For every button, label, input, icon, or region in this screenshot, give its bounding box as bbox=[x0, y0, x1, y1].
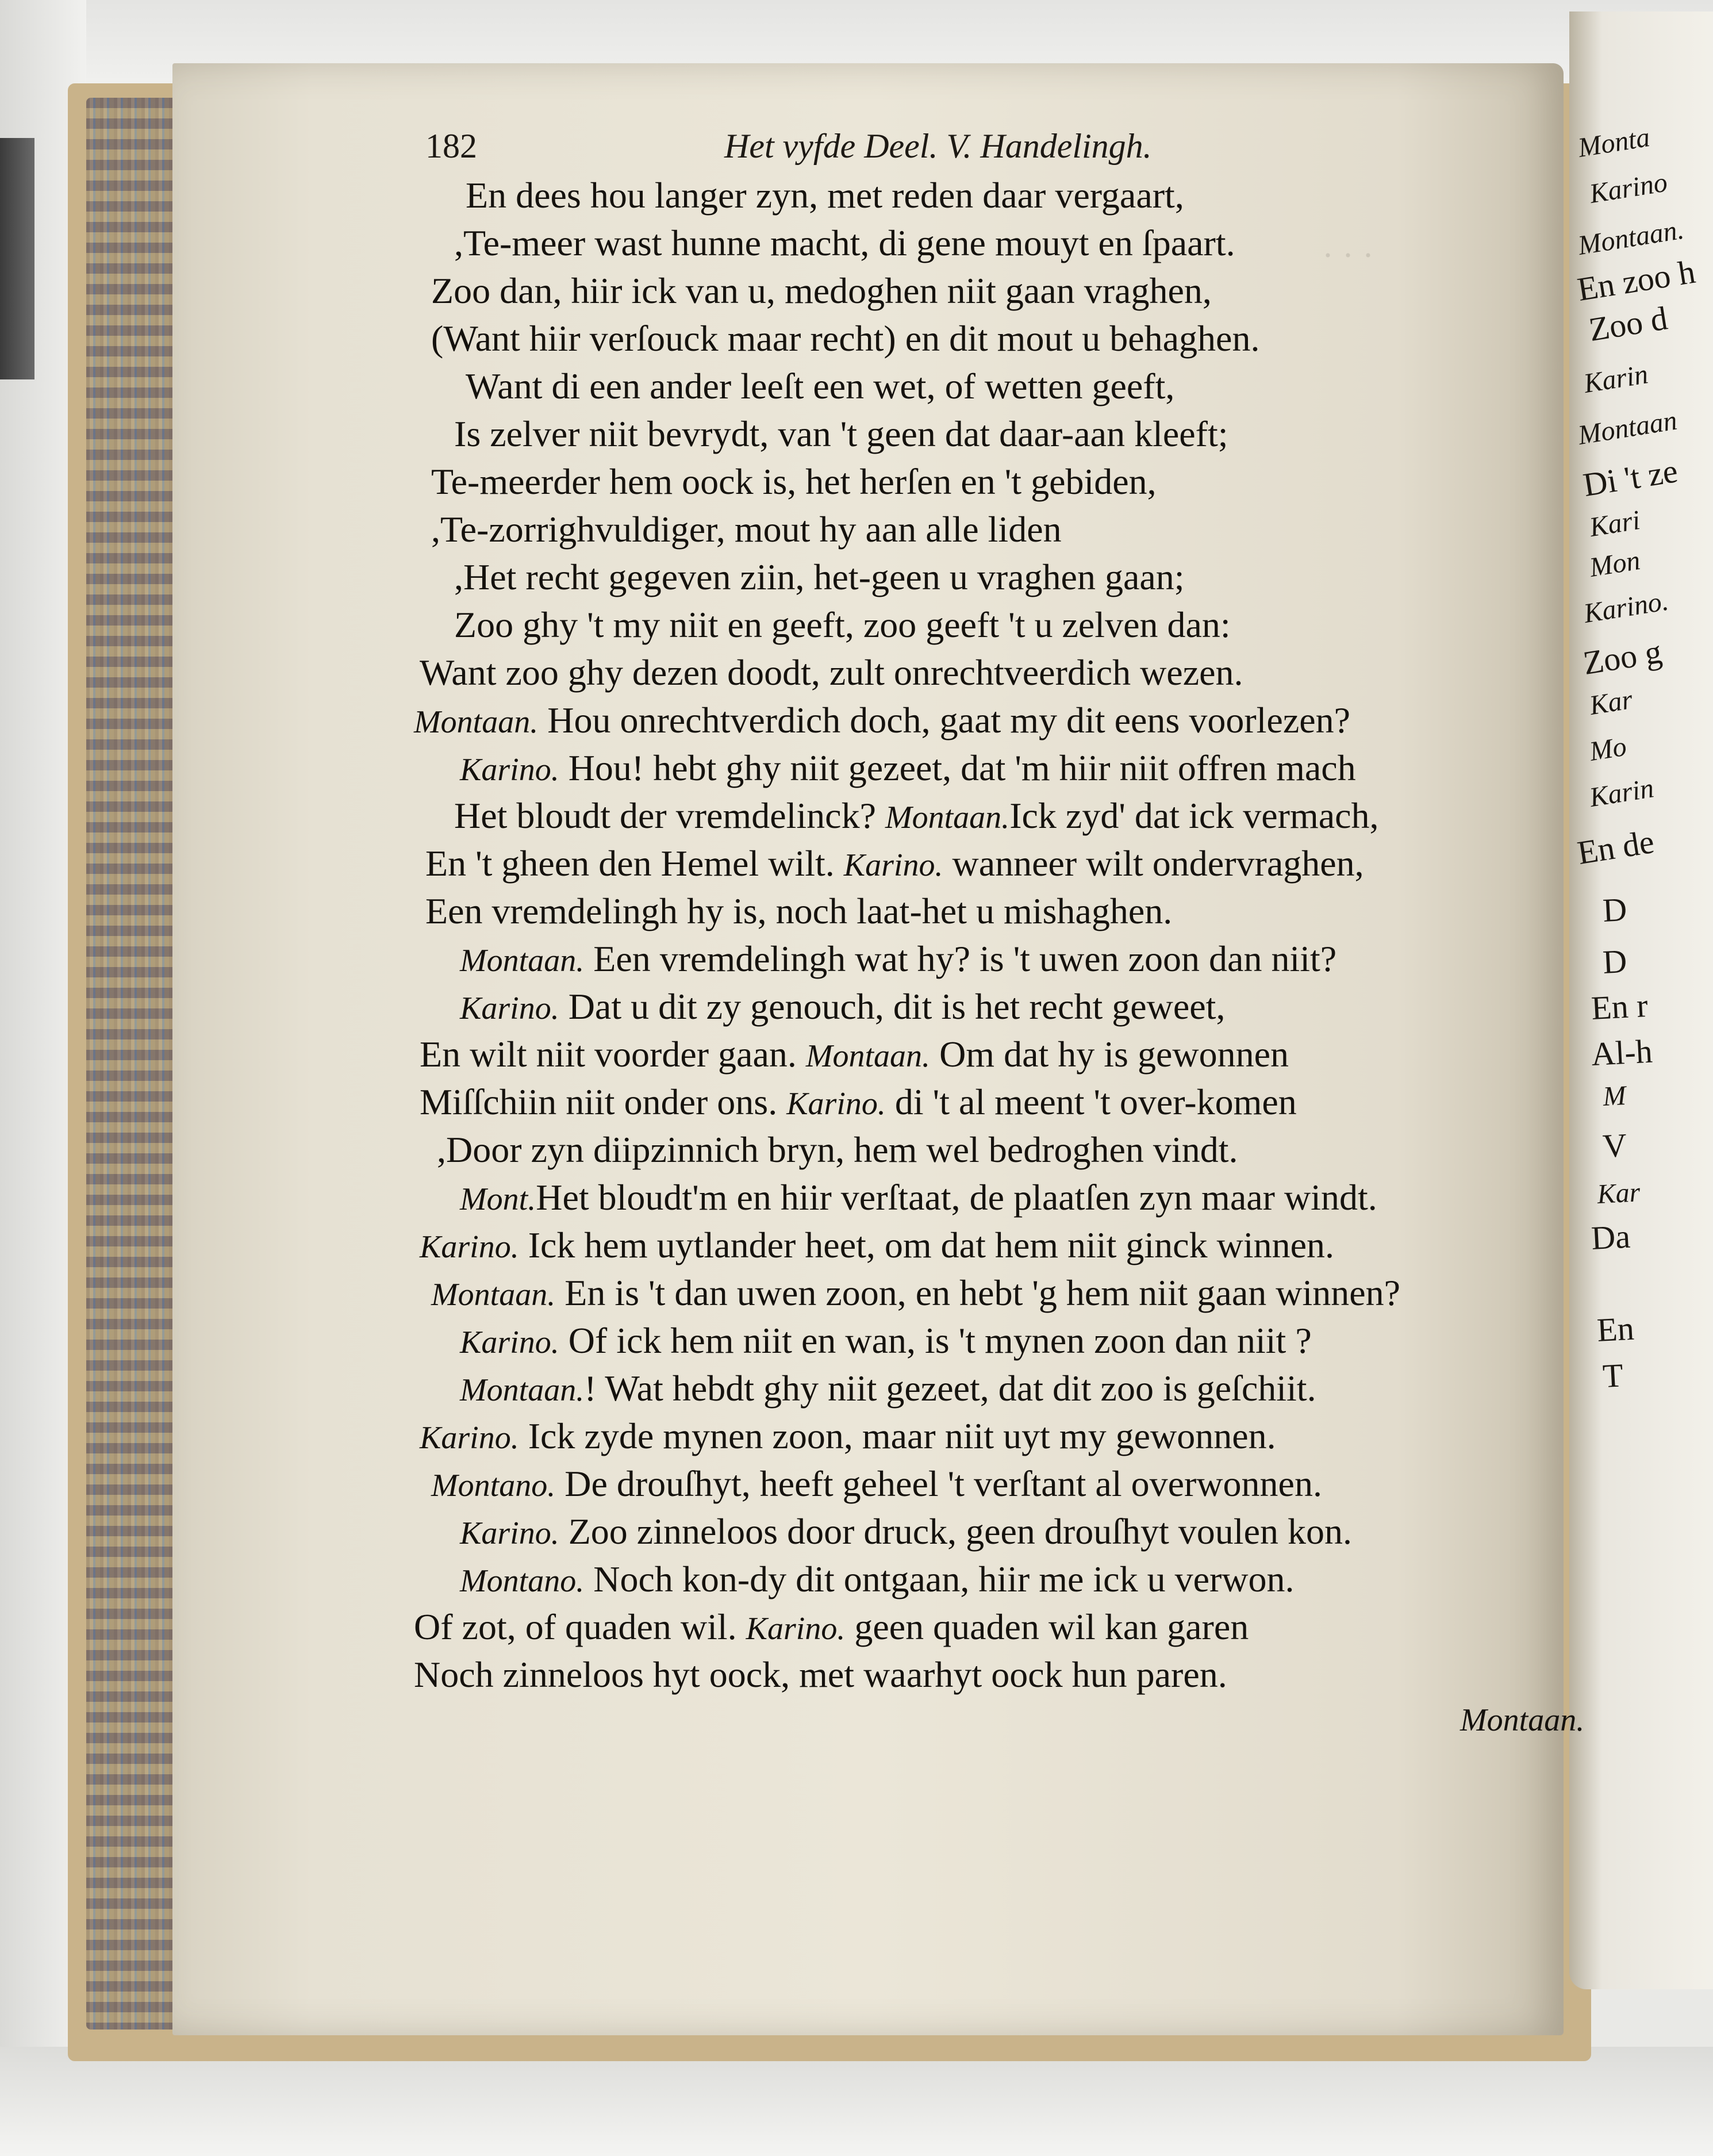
line-text: Want zoo ghy dezen doodt, zult onrechtveerdich wezen. bbox=[420, 652, 1243, 693]
line-text: ,Door zyn diipzinnich bryn, hem wel bedroghen vindt. bbox=[437, 1129, 1238, 1170]
facing-page-fragment: Mon bbox=[1587, 544, 1642, 584]
verse-line bbox=[454, 411, 1228, 457]
line-text: Ick zyde mynen zoon, maar niit uyt my gewonnen. bbox=[518, 1415, 1276, 1456]
speaker-name: Montaan. bbox=[460, 943, 585, 979]
facing-page bbox=[1569, 11, 1713, 1989]
speaker-name: Montaan. bbox=[431, 1277, 556, 1313]
verse-line bbox=[431, 268, 1212, 314]
line-text: Het bloudt'm en hiir verſtaat, de plaatſen zyn maar windt. bbox=[536, 1177, 1377, 1218]
facing-page-fragment: En de bbox=[1574, 822, 1657, 872]
facing-page-fragment: Zoo d bbox=[1586, 299, 1670, 349]
speaker-name: Karino. bbox=[460, 752, 559, 788]
line-text: (Want hiir verſouck maar recht) en dit mout u behaghen. bbox=[431, 318, 1260, 359]
speaker-name: Montaan. bbox=[460, 1372, 585, 1408]
verse-line bbox=[425, 841, 1364, 888]
verse-line bbox=[437, 1127, 1238, 1173]
verse-line bbox=[460, 1175, 1377, 1222]
line-text: Zoo ghy 't my niit en geeft, zoo geeft 't u zelven dan: bbox=[454, 604, 1231, 645]
verse-line bbox=[420, 650, 1243, 696]
facing-page-fragment: V bbox=[1601, 1126, 1628, 1165]
running-head: Het vyfde Deel. V. Handelingh. bbox=[724, 127, 1152, 165]
verse-line bbox=[420, 1413, 1276, 1461]
line-text: En is 't dan uwen zoon, en hebt 'g hem niit gaan winnen? bbox=[555, 1272, 1401, 1313]
speaker-name: Montano. bbox=[460, 1563, 585, 1599]
facing-page-fragment: Karino. bbox=[1581, 585, 1671, 630]
facing-page-fragment: Kar bbox=[1587, 684, 1635, 722]
line-text: En wilt niit voorder gaan. bbox=[420, 1034, 806, 1075]
show-through: · · · bbox=[1322, 236, 1374, 274]
speaker-name: Karino. bbox=[420, 1229, 519, 1265]
line-text: ,Te-meer wast hunne macht, di gene mouyt en ſpaart. bbox=[454, 222, 1235, 263]
speaker-name: Karino. bbox=[843, 847, 943, 883]
line-text: Ick zyd' dat ick vermach, bbox=[1009, 795, 1379, 836]
speaker-name: Montaan. bbox=[805, 1038, 931, 1074]
line-text: Hou! hebt ghy niit gezeet, dat 'm hiir niit offren mach bbox=[559, 747, 1356, 788]
facing-page-fragment: Da bbox=[1590, 1217, 1631, 1257]
facing-page-fragment: En r bbox=[1590, 986, 1649, 1027]
facing-page-fragment: Kari bbox=[1587, 504, 1642, 543]
line-text: Zoo dan, hiir ick van u, medoghen niit gaan vraghen, bbox=[431, 270, 1212, 311]
speaker-name: Karino. bbox=[460, 1516, 559, 1551]
dark-object bbox=[0, 138, 34, 379]
verse-line bbox=[466, 363, 1174, 409]
verse-line bbox=[460, 745, 1356, 793]
speaker-name: Montano. bbox=[431, 1468, 556, 1503]
line-text: ! Wat hebdt ghy niit gezeet, dat dit zoo is geſchiit. bbox=[584, 1368, 1316, 1409]
line-text: Of zot, of quaden wil. bbox=[414, 1606, 746, 1647]
line-text: di 't al meent 't over-komen bbox=[885, 1081, 1297, 1122]
verse-line bbox=[425, 888, 1172, 934]
facing-page-fragment: Mo bbox=[1587, 731, 1629, 768]
line-text: Een vremdelingh hy is, noch laat-het u mishaghen. bbox=[425, 891, 1173, 931]
background-cloth-bottom bbox=[0, 2047, 1713, 2156]
speaker-name: Karino. bbox=[460, 1325, 559, 1360]
verse-line bbox=[454, 602, 1231, 648]
speaker-name: Karino. bbox=[460, 991, 559, 1026]
line-text: En dees hou langer zyn, met reden daar vergaart, bbox=[466, 175, 1184, 216]
speaker-name: Karino. bbox=[746, 1611, 846, 1647]
facing-page-fragment: Zoo g bbox=[1580, 632, 1665, 682]
facing-page-fragment: Karin bbox=[1581, 359, 1650, 400]
verse-line bbox=[460, 1318, 1312, 1365]
facing-page-fragment: D bbox=[1601, 890, 1628, 930]
line-text: Is zelver niit bevrydt, van 't geen dat daar-aan kleeft; bbox=[454, 413, 1228, 454]
facing-page-fragment: M bbox=[1602, 1080, 1627, 1112]
verse-line bbox=[431, 1461, 1322, 1509]
verse-line bbox=[420, 1222, 1334, 1270]
line-text: Ick hem uytlander heet, om dat hem niit ginck winnen. bbox=[518, 1225, 1334, 1265]
line-text: Noch kon-dy dit ontgaan, hiir me ick u verwon. bbox=[584, 1559, 1295, 1599]
page-number: 182 bbox=[425, 127, 477, 165]
line-text: geen quaden wil kan garen bbox=[845, 1606, 1249, 1647]
speaker-name: Mont. bbox=[460, 1181, 536, 1217]
line-text: De drouſhyt, heeft geheel 't verſtant al overwonnen. bbox=[555, 1463, 1322, 1504]
line-text: Het bloudt der vremdelinck? bbox=[454, 795, 885, 836]
verse-line bbox=[431, 507, 1062, 553]
speaker-name: Montaan. bbox=[414, 704, 539, 740]
line-text: ,Het recht gegeven ziin, het-geen u vraghen gaan; bbox=[454, 557, 1185, 597]
line-text: Dat u dit zy genouch, dit is het recht geweet, bbox=[559, 986, 1226, 1027]
verse-line bbox=[454, 793, 1379, 841]
facing-page-fragment: Karin bbox=[1587, 773, 1656, 814]
verse-line bbox=[431, 316, 1259, 362]
facing-page-fragment: Monta bbox=[1576, 122, 1652, 164]
facing-page-fragment: En zoo h bbox=[1574, 252, 1698, 309]
line-text: Te-meerder hem oock is, het herſen en 't gebiden, bbox=[431, 461, 1157, 502]
facing-page-fragment: Di 't ze bbox=[1580, 451, 1680, 504]
verse-line bbox=[466, 172, 1184, 218]
verse-line bbox=[431, 459, 1157, 505]
marbled-page-edge bbox=[86, 98, 179, 2030]
verse-line bbox=[420, 1079, 1297, 1127]
line-text: En 't gheen den Hemel wilt. bbox=[425, 843, 844, 884]
verse-line bbox=[454, 554, 1185, 600]
verse-line bbox=[454, 220, 1235, 266]
line-text: Zoo zinneloos door druck, geen drouſhyt voulen kon. bbox=[559, 1511, 1352, 1552]
line-text: Een vremdelingh wat hy? is 't uwen zoon dan niit? bbox=[584, 938, 1337, 979]
speaker-name: Karino. bbox=[786, 1086, 886, 1122]
verse-line bbox=[460, 1556, 1295, 1604]
verse-line bbox=[460, 936, 1336, 984]
facing-page-fragment: Montaan. bbox=[1576, 214, 1686, 262]
verse-line bbox=[460, 1509, 1352, 1556]
line-text: Miſſchiin niit onder ons. bbox=[420, 1081, 787, 1122]
line-text: Hou onrechtverdich doch, gaat my dit eens voorlezen? bbox=[538, 700, 1351, 741]
line-text: ,Te-zorrighvuldiger, mout hy aan alle liden bbox=[431, 509, 1062, 550]
verse-line bbox=[460, 1365, 1316, 1413]
facing-page-fragment: Al-h bbox=[1590, 1032, 1654, 1073]
line-text: Om dat hy is gewonnen bbox=[930, 1034, 1289, 1075]
speaker-name: Karino. bbox=[420, 1420, 519, 1456]
line-text: Of ick hem niit en wan, is 't mynen zoon dan niit ? bbox=[559, 1320, 1312, 1361]
verse-line bbox=[460, 984, 1225, 1031]
facing-page-fragment: T bbox=[1601, 1356, 1624, 1395]
line-text: wanneer wilt ondervraghen, bbox=[943, 843, 1364, 884]
facing-page-fragment: D bbox=[1601, 942, 1628, 981]
page-header bbox=[425, 126, 1518, 172]
facing-page-fragment: En bbox=[1596, 1309, 1635, 1349]
facing-page-fragment: Kar bbox=[1596, 1177, 1641, 1210]
line-text: Want di een ander leeſt een wet, of wetten geeft, bbox=[466, 366, 1175, 406]
facing-page-fragment: Montaan bbox=[1576, 405, 1680, 451]
verse-line bbox=[414, 1604, 1249, 1652]
verse-line bbox=[414, 697, 1350, 745]
verse-line bbox=[414, 1652, 1227, 1698]
verse-line bbox=[431, 1270, 1400, 1318]
line-text: Noch zinneloos hyt oock, met waarhyt oock hun paren. bbox=[414, 1654, 1227, 1695]
speaker-name: Montaan. bbox=[885, 800, 1010, 835]
verse-line bbox=[420, 1031, 1289, 1079]
facing-page-fragment: Karino bbox=[1587, 167, 1670, 210]
catchword: Montaan. bbox=[1460, 1702, 1585, 1738]
